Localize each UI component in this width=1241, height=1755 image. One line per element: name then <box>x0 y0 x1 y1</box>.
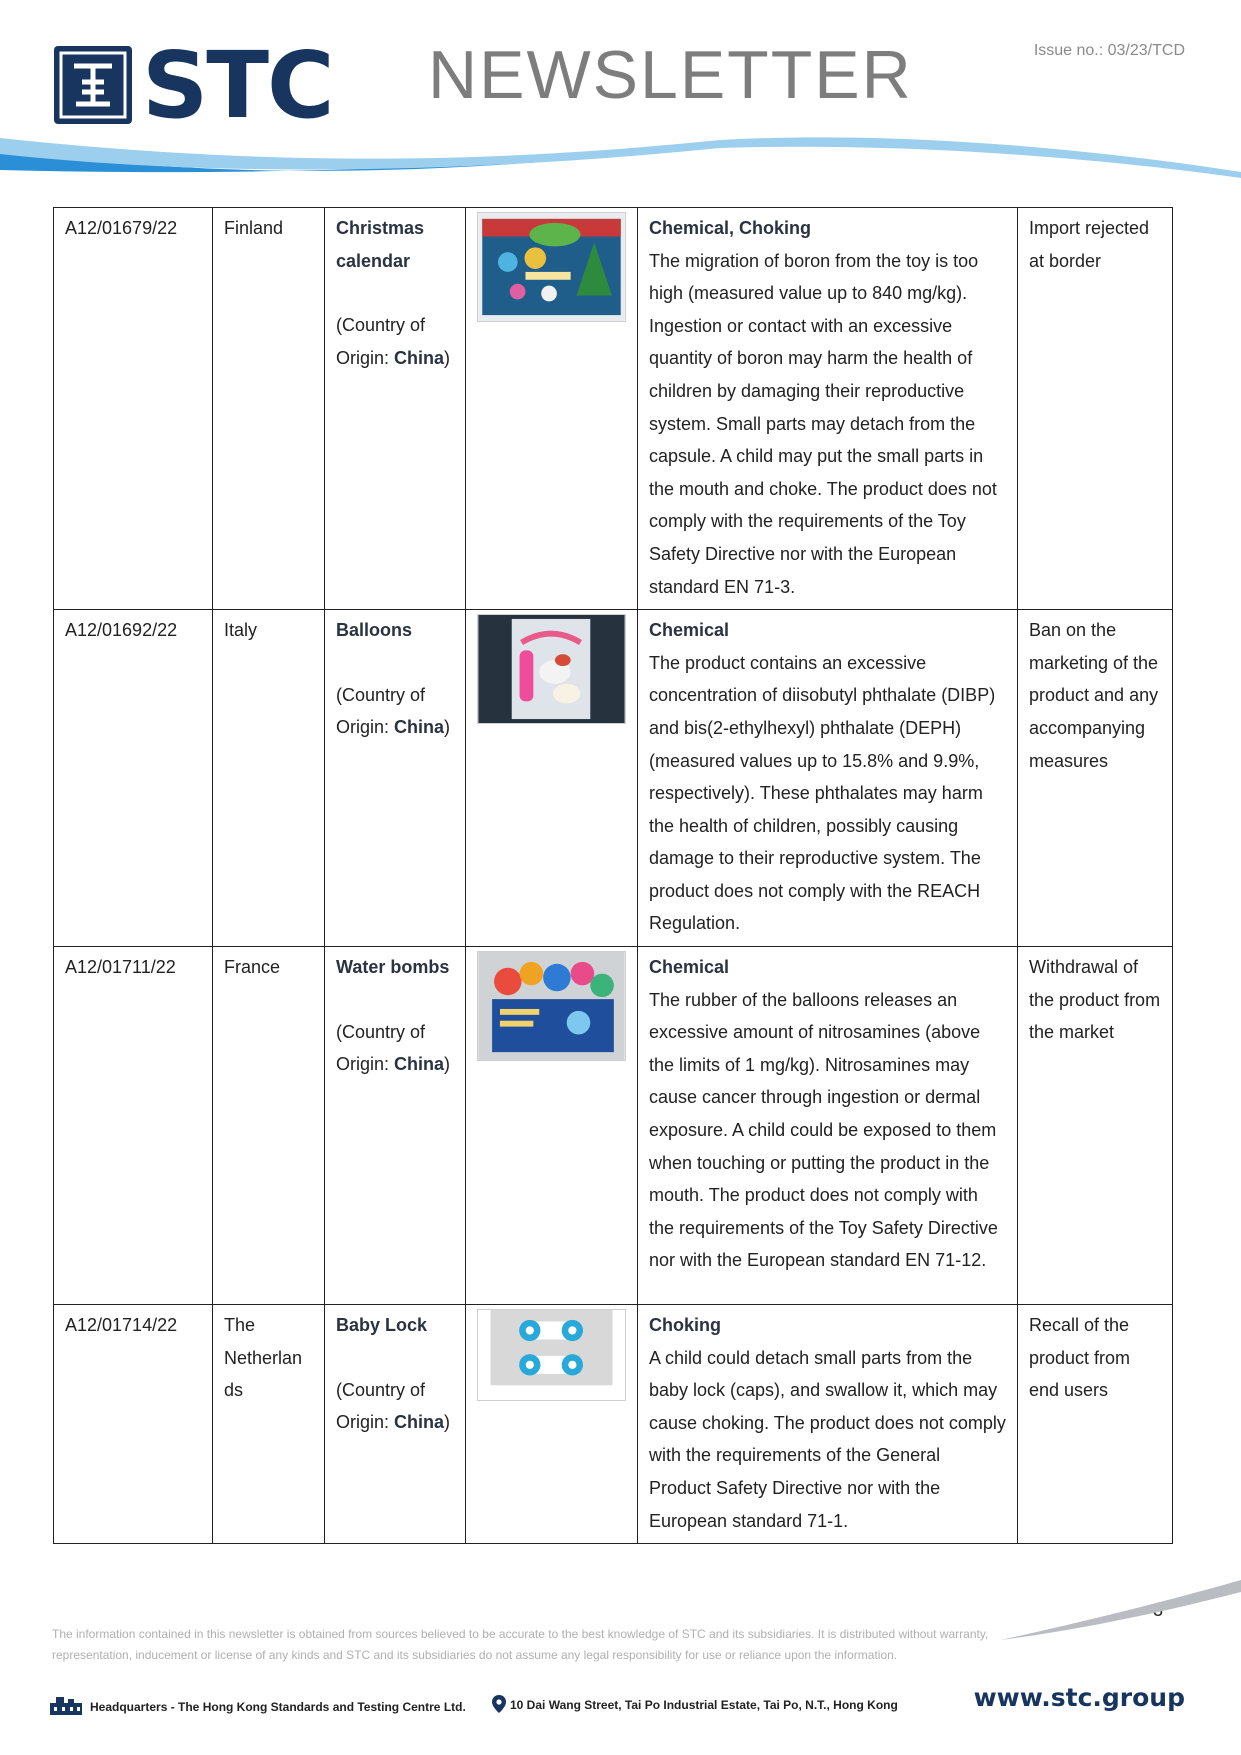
product-cell <box>325 610 466 947</box>
hazard-description: The product contains an excessive concentration of diisobutyl phthalate (DIBP) and bis(2-ethylhexyl) phthalate (DEPH) (measured values up to 15.8% and 9.9%, respectively). These phthalates may harm the health of children, possibly causing damage to their reproductive system. The product does not comply with the REACH Regulation. <box>649 652 996 934</box>
hazard-description: The rubber of the balloons releases an excessive amount of nitrosamines (above the limits of 1 mg/kg). Nitrosamines may cause cancer through ingestion or dermal exposure. A child could be exposed to them when touching or putting the product in the mouth. The product does not comply with the requirements of the Toy Safety Directive nor with the European standard EN 71-12. <box>649 989 998 1271</box>
country-of-origin: (Country of Origin: China) <box>336 684 451 738</box>
reference-number: A12/01711/22 <box>54 947 213 1305</box>
water-bombs-photo <box>477 951 626 1061</box>
product-photo-cell <box>466 208 638 610</box>
notifying-country: Finland <box>213 208 325 610</box>
reference-number: A12/01679/22 <box>54 208 213 610</box>
measures-taken: Import rejected at border <box>1018 208 1173 610</box>
address-line <box>492 1695 898 1713</box>
country-of-origin: (Country of Origin: China) <box>336 1021 451 1075</box>
hazard-type: Chemical <box>649 620 730 641</box>
country-of-origin: (Country of Origin: China) <box>336 1379 451 1433</box>
stc-logo-mark-icon <box>52 44 134 126</box>
table-row <box>54 947 1173 1305</box>
table-row <box>54 208 1173 610</box>
hazard-cell <box>638 947 1018 1305</box>
headquarters-text: Headquarters - The Hong Kong Standards and Testing Centre Ltd. <box>90 1700 466 1714</box>
product-photo-cell <box>466 1305 638 1544</box>
issue-number: Issue no.: 03/23/TCD <box>1033 42 1185 59</box>
hazard-type: Chemical <box>649 957 730 978</box>
newsletter-title: NEWSLETTER <box>428 37 913 113</box>
hazard-description: The migration of boron from the toy is too high (measured value up to 840 mg/kg). Ingestion or contact with an excessive quantity of boron may harm the health of children by damaging their reproductive system. Small parts may detach from the capsule. A child may put the small parts in the mouth and choke. The product does not comply with the requirements of the Toy Safety Directive nor with the European standard EN 71-3. <box>649 250 997 597</box>
product-alert-table <box>53 207 1173 1544</box>
product-cell <box>325 208 466 610</box>
measures-taken: Recall of the product from end users <box>1018 1305 1173 1544</box>
product-photo-cell <box>466 610 638 947</box>
product-name: Balloons <box>336 620 413 641</box>
hazard-description: A child could detach small parts from the baby lock (caps), and swallow it, which may cause choking. The product does not comply with the requirements of the General Product Safety Directive nor with the European standard 71-1. <box>649 1347 1006 1531</box>
balloons-pack-photo <box>477 614 626 724</box>
header-wave-decoration <box>0 130 1241 200</box>
product-cell <box>325 1305 466 1544</box>
building-icon <box>48 1695 84 1715</box>
hazard-type: Chemical, Choking <box>649 218 812 238</box>
country-of-origin: (Country of Origin: China) <box>336 315 451 368</box>
notifying-country: France <box>213 947 325 1305</box>
notifying-country: Italy <box>213 610 325 947</box>
product-name: Baby Lock <box>336 1315 428 1336</box>
legal-disclaimer: The information contained in this newsletter is obtained from sources believed to be accurate to the best knowledge of STC and its subsidiaries. It is distributed without warranty, representation, inducement or license of any kinds and STC and its subsidiaries do not assume any legal responsibility for use or reliance upon the information. <box>52 1627 989 1662</box>
hazard-cell <box>638 208 1018 610</box>
hazard-cell <box>638 1305 1018 1544</box>
location-pin-icon <box>492 1695 506 1713</box>
logo-wordmark: STC <box>142 32 333 139</box>
hazard-cell <box>638 610 1018 947</box>
reference-number: A12/01714/22 <box>54 1305 213 1544</box>
measures-taken: Ban on the marketing of the product and any accompanying measures <box>1018 610 1173 947</box>
hazard-type: Choking <box>649 1315 721 1336</box>
table-row <box>54 610 1173 947</box>
baby-lock-photo <box>477 1309 626 1401</box>
product-photo-cell <box>466 947 638 1305</box>
reference-number: A12/01692/22 <box>54 610 213 947</box>
headquarters-line <box>48 1695 466 1715</box>
product-name: Christmas calendar <box>336 218 425 271</box>
website-link[interactable]: www.stc.group <box>973 1683 1185 1712</box>
notifying-country: The Netherlan ds <box>213 1305 325 1544</box>
stc-logo <box>52 32 352 139</box>
address-text: 10 Dai Wang Street, Tai Po Industrial Estate, Tai Po, N.T., Hong Kong <box>510 1698 898 1712</box>
product-name: Water bombs <box>336 957 450 978</box>
table-row <box>54 1305 1173 1544</box>
product-cell <box>325 947 466 1305</box>
footer-swoosh-decoration <box>1001 1580 1241 1640</box>
measures-taken: Withdrawal of the product from the market <box>1018 947 1173 1305</box>
advent-calendar-photo <box>477 212 626 322</box>
